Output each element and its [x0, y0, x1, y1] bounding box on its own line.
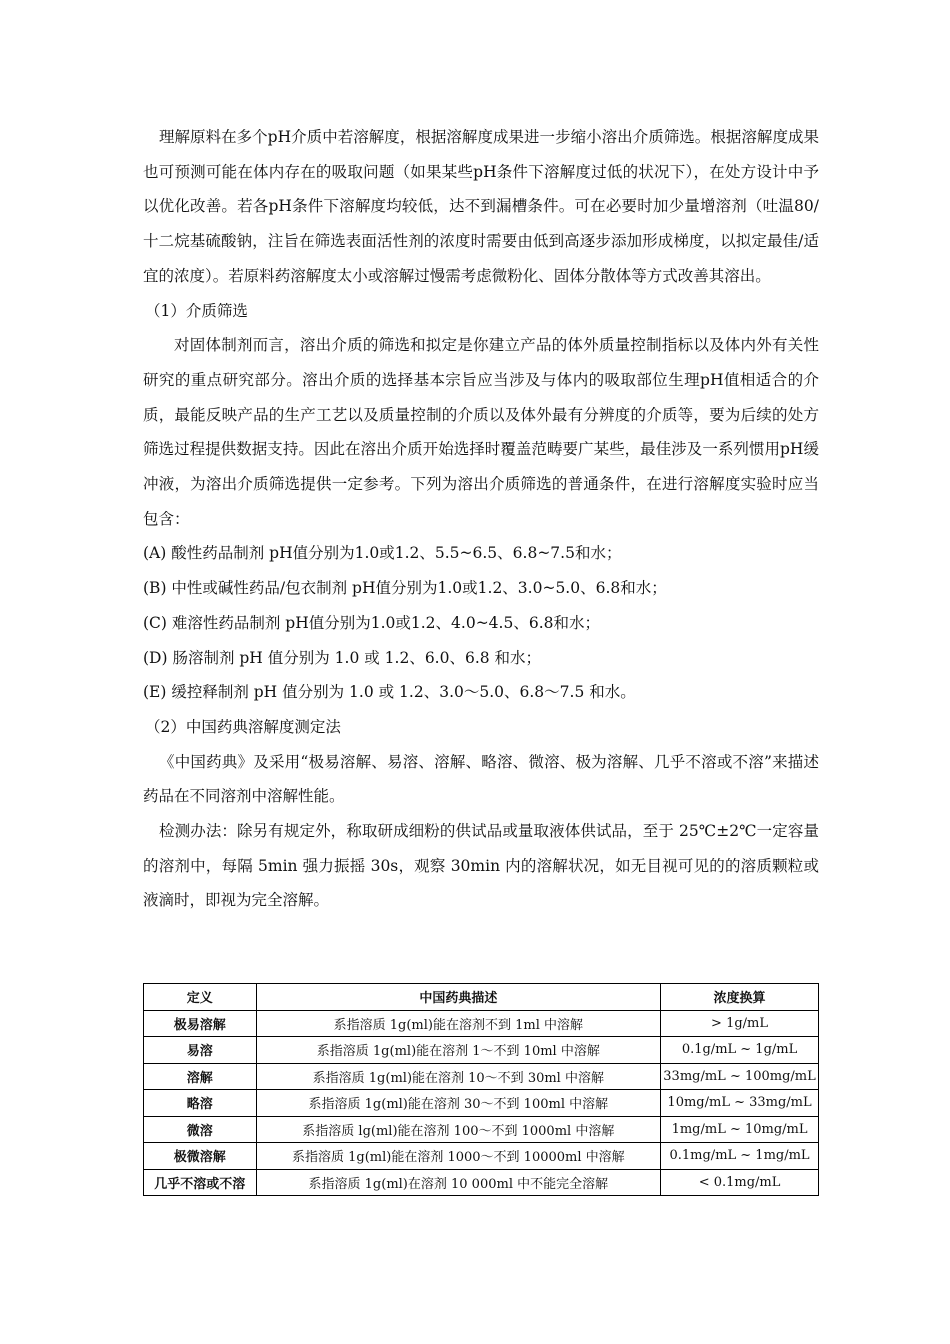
table-row	[144, 1037, 819, 1064]
header-description: 中国药典描述	[256, 984, 661, 1011]
term-cell: 几乎不溶或不溶	[144, 1169, 257, 1196]
section-heading-media: （1）介质筛选	[145, 301, 248, 320]
list-item-d: (D) 肠溶制剂 pH 值分别为 1.0 或 1.2、6.0、6.8 和水；	[143, 648, 542, 667]
description-cell: 系指溶质 1g(ml)能在溶剂 10～不到 30ml 中溶解	[256, 1063, 661, 1090]
term-cell: 溶解	[144, 1063, 257, 1090]
section-heading-pharmacopoeia: （2）中国药典溶解度测定法	[145, 717, 341, 736]
solubility-table	[143, 983, 819, 1196]
concentration-cell: 0.1mg/mL ~ 1mg/mL	[661, 1143, 819, 1170]
table-row	[144, 1116, 819, 1143]
header-definition: 定义	[144, 984, 257, 1011]
document-body	[143, 120, 819, 918]
description-cell: 系指溶质 1g(ml)能在溶剂不到 1ml 中溶解	[256, 1010, 661, 1037]
description-cell: 系指溶质 1g(ml)在溶剂 10 000ml 中不能完全溶解	[256, 1169, 661, 1196]
table-header-row	[144, 984, 819, 1011]
table-row	[144, 1063, 819, 1090]
term-cell: 易溶	[144, 1037, 257, 1064]
description-cell: 系指溶质 lg(ml)能在溶剂 100～不到 1000ml 中溶解	[256, 1116, 661, 1143]
concentration-cell: 10mg/mL ~ 33mg/mL	[661, 1090, 819, 1117]
description-cell: 系指溶质 1g(ml)能在溶剂 1000～不到 10000ml 中溶解	[256, 1143, 661, 1170]
table-row	[144, 1090, 819, 1117]
term-cell: 略溶	[144, 1090, 257, 1117]
concentration-cell: < 0.1mg/mL	[661, 1169, 819, 1196]
description-cell: 系指溶质 1g(ml)能在溶剂 1～不到 10ml 中溶解	[256, 1037, 661, 1064]
concentration-cell: > 1g/mL	[661, 1010, 819, 1037]
concentration-cell: 33mg/mL ~ 100mg/mL	[661, 1063, 819, 1090]
description-cell: 系指溶质 1g(ml)能在溶剂 30～不到 100ml 中溶解	[256, 1090, 661, 1117]
term-cell: 极易溶解	[144, 1010, 257, 1037]
table-row	[144, 1143, 819, 1170]
header-concentration: 浓度换算	[661, 984, 819, 1011]
concentration-cell: 1mg/mL ~ 10mg/mL	[661, 1116, 819, 1143]
list-item-c: (C) 难溶性药品制剂 pH值分别为1.0或1.2、4.0~4.5、6.8和水；	[143, 613, 600, 632]
list-item-b: (B) 中性或碱性药品/包衣制剂 pH值分别为1.0或1.2、3.0~5.0、6.8和水；	[143, 579, 667, 598]
term-cell: 微溶	[144, 1116, 257, 1143]
list-item-a: (A) 酸性药品制剂 pH值分别为1.0或1.2、5.5~6.5、6.8~7.5和水；	[143, 544, 622, 563]
term-cell: 极微溶解	[144, 1143, 257, 1170]
pharmacopoeia-paragraph: 《中国药典》及采用“极易溶解、易溶、溶解、略溶、微溶、极为溶解、几乎不溶或不溶”来描述药品在不同溶剂中溶解性能。	[143, 752, 819, 806]
table-row	[144, 1010, 819, 1037]
media-paragraph: 对固体制剂而言，溶出介质的筛选和拟定是你建立产品的体外质量控制指标以及体内外有关性研究的重点研究部分。溶出介质的选择基本宗旨应当涉及与体内的吸取部位生理pH值相适合的介质，最能反映产品的生产工艺以及质量控制的介质以及体外最有分辨度的介质等，要为后续的处方筛选过程提供数据支持。因此在溶出介质开始选择时覆盖范畴要广某些，最佳涉及一系列惯用pH缓冲液，为溶出介质筛选提供一定参考。下列为溶出介质筛选的普通条件，在进行溶解度实验时应当包含：	[143, 336, 819, 528]
concentration-cell: 0.1g/mL ~ 1g/mL	[661, 1037, 819, 1064]
list-item-e: (E) 缓控释制剂 pH 值分别为 1.0 或 1.2、3.0～5.0、6.8～7.5 和水。	[143, 683, 636, 702]
intro-paragraph: 理解原料在多个pH介质中若溶解度，根据溶解度成果进一步缩小溶出介质筛选。根据溶解度成果也可预测可能在体内存在的吸取问题（如果某些pH条件下溶解度过低的状况下），在处方设计中予以优化改善。若各pH条件下溶解度均较低，达不到漏槽条件。可在必要时加少量增溶剂（吐温80/十二烷基硫酸钠，注旨在筛选表面活性剂的浓度时需要由低到高逐步添加形成梯度，以拟定最佳/适宜的浓度）。若原料药溶解度太小或溶解过慢需考虑微粉化、固体分散体等方式改善其溶出。	[143, 128, 819, 285]
method-paragraph: 检测办法：除另有规定外，称取研成细粉的供试品或量取液体供试品，至于 25℃±2℃一定容量的溶剂中，每隔 5min 强力振摇 30s，观察 30min 内的溶解状况，如无目视可见的的溶质颗粒或液滴时，即视为完全溶解。	[143, 822, 819, 910]
table-row	[144, 1169, 819, 1196]
